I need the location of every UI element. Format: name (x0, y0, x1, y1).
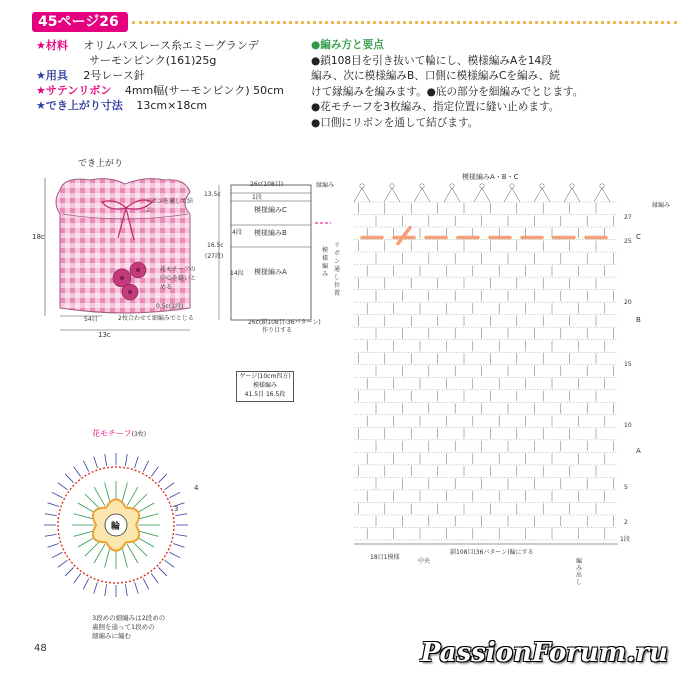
bottom-note: 2枚合わせて細編みでとじる (118, 315, 194, 322)
motif-round4-stitch (52, 492, 63, 497)
motif-round4-stitch (94, 457, 98, 468)
page-tag: 45ページ26 (32, 12, 128, 32)
motif-round4-stitch (48, 544, 59, 548)
motif-round2-stitch (73, 514, 94, 520)
motif-round4-stitch (158, 474, 166, 482)
dotted-divider (132, 21, 677, 24)
motif-round4-stitch (169, 492, 180, 497)
motif-round2-stitch (73, 531, 94, 537)
materials-list (36, 38, 306, 113)
ribbon-note: リボンを通して結ぶ (145, 198, 194, 214)
instruction-line: ●口側にリボンを通して結びます。 (311, 116, 479, 129)
size-row (36, 98, 306, 113)
motif-round2-stitch (85, 494, 101, 510)
motif-round4-stitch (135, 582, 139, 593)
instruction-line: ●花モチーフを3枚編み、指定位置に縫い止めます。 (311, 101, 560, 113)
gauge-box (236, 371, 294, 402)
instructions (311, 38, 681, 131)
motif-round2-stitch (94, 487, 105, 506)
chart-edging-fan (594, 188, 610, 202)
ribbon-value: 4mm幅(サーモンピンク) 50cm (124, 84, 284, 97)
schematic-r14: 14段 (230, 270, 244, 277)
chart-edging-fan (444, 188, 460, 202)
schematic-pattern-c: 模様編みC (254, 206, 287, 214)
star-icon: ★ (36, 84, 46, 97)
chart-edging-fan (504, 188, 520, 202)
motif-round2-stitch (132, 541, 148, 557)
material-label: 材料 (45, 39, 68, 52)
schematic-bottom: 26c(鎖108目-36パターン) (248, 319, 321, 326)
size-value: 13cm×18cm (136, 99, 208, 112)
motif-round2-stitch (122, 546, 128, 567)
gauge-title: ゲージ(10cm四方) (239, 373, 291, 380)
motif-round4-stitch (94, 582, 98, 593)
schematic-pattern-b: 模様編みB (254, 229, 287, 237)
chart-edging-fan (474, 188, 490, 202)
chart-section-a: A (636, 447, 641, 455)
motif-round2-stitch (137, 531, 158, 537)
instructions-heading: ●編み方と要点 (311, 39, 384, 51)
ribbon-label: サテンリボン (45, 84, 112, 97)
schematic-pattern-a: 模様編みA (254, 268, 287, 276)
motif-round2-stitch (105, 546, 111, 567)
height-dim: 18c (32, 233, 45, 241)
row-label: 20 (624, 299, 632, 306)
motif-round4-stitch (151, 467, 158, 477)
motif-row-3: 3 (174, 505, 179, 513)
motif-round2-stitch (137, 514, 158, 520)
row-label: 15 (624, 361, 632, 368)
schematic-h3: (27段) (205, 253, 224, 260)
chart-edging-fan (414, 188, 430, 202)
motif-round4-stitch (175, 514, 187, 516)
star-icon: ★ (36, 69, 46, 82)
row-label: 2 (624, 519, 628, 526)
ribbon-mark (398, 228, 410, 244)
watermark: PassionForum.ru (420, 638, 668, 668)
motif-note-line: 裏側を通って1段めの (92, 623, 155, 631)
instruction-line: 編み、次に模様編みB、口側に模様編みCを編み、続 (311, 70, 560, 82)
chart-edging-fan (384, 188, 400, 202)
row54: 54目 (84, 316, 98, 323)
motif-round2-stitch (85, 541, 101, 557)
tool-row (36, 68, 306, 83)
motif-round2-stitch (94, 544, 105, 563)
motif-round4-stitch (158, 567, 166, 575)
material-row (36, 38, 306, 53)
motif-round4-stitch (143, 578, 148, 589)
motif-round4-stitch (105, 454, 107, 466)
row-label: 5 (624, 484, 628, 491)
motif-round4-stitch (165, 483, 175, 490)
schematic-r1: 1段 (252, 194, 262, 201)
finished-title: でき上がり (78, 159, 124, 169)
chart-section-c: C (636, 233, 641, 241)
motif-round4-stitch (173, 544, 184, 548)
motif-round4-stitch (165, 560, 175, 567)
row-label: 10 (624, 422, 632, 429)
motif-round2-stitch (132, 494, 148, 510)
chart-start-note: 鎖108目(36パターン)輪にする (450, 549, 534, 556)
instruction-line: けて縁編みを編みます。●底の部分を細編みでとじます。 (311, 85, 584, 98)
star-icon: ★ (36, 99, 46, 112)
row-label: 1段 (620, 536, 630, 543)
chart-title: 模様編みA・B・C (462, 173, 519, 181)
motif-round4-stitch (74, 574, 81, 584)
chart-center-note: 中央 (418, 558, 431, 565)
motif-row-4: 4 (194, 484, 199, 492)
motif-round4-stitch (125, 584, 127, 596)
page-number: 48 (34, 643, 47, 654)
schematic-h1: 13.5c (204, 191, 221, 198)
star-icon: ★ (36, 39, 46, 52)
gauge-value: 41.5目 16.5段 (244, 391, 286, 398)
schematic-edging: 縁編み (316, 182, 335, 189)
motif-round2-stitch (105, 482, 111, 503)
motif-round4-stitch (58, 560, 68, 567)
motif-round4-stitch (83, 461, 88, 472)
row-note: 0.5c(1段) (156, 303, 184, 310)
schematic-h2: 16.5c (207, 242, 224, 249)
chart-repeat-note: 18目1模様 (370, 554, 400, 561)
motif-round2-stitch (127, 487, 138, 506)
motif-round4-stitch (169, 552, 180, 557)
tool-label: 用具 (45, 69, 68, 82)
tool-value: 2号レース針 (83, 69, 145, 82)
schematic-ribbon-pos: リボン通し位置 (334, 242, 341, 297)
material-value-2: サーモンピンク(161)25g (89, 54, 217, 67)
size-label: でき上がり寸法 (45, 99, 123, 112)
motif-round4-stitch (135, 457, 139, 468)
row-label: 25 (624, 238, 632, 245)
motif-round4-stitch (65, 567, 73, 575)
motif-round4-stitch (175, 534, 187, 536)
motif-title: 花モチーフ (92, 429, 132, 438)
motif-round4-stitch (125, 454, 127, 466)
chart-edging-fan (564, 188, 580, 202)
flower-motif-chart (28, 438, 218, 613)
motif-round4-stitch (48, 503, 59, 507)
motif-round2-stitch (122, 482, 128, 503)
chart-edging: 縁編み (652, 202, 671, 209)
instruction-line: ●鎖108目を引き抜いて輪にし、模様編みAを14段 (311, 54, 552, 67)
chart-edging-fan (534, 188, 550, 202)
row-label: 27 (624, 214, 632, 221)
stitch-chart (348, 180, 648, 550)
motif-round2-stitch (127, 544, 138, 563)
schematic-top: 26c(108目) (250, 181, 284, 188)
motif-round4-stitch (143, 461, 148, 472)
schematic-r4: 4段 (232, 229, 242, 236)
motif-round4-stitch (151, 574, 158, 584)
material-value: オリムパスレース糸エミーグランデ (83, 39, 259, 52)
motif-note-line: 細編みに編む (92, 632, 131, 640)
motif-round4-stitch (58, 483, 68, 490)
ribbon-row (36, 83, 306, 98)
motif-count: (3枚) (131, 431, 147, 438)
chart-section-b: B (636, 316, 641, 324)
schematic-bottom-2: 作り目する (262, 327, 293, 334)
motif-round4-stitch (83, 578, 88, 589)
chart-join-note: 編み出し (576, 558, 583, 586)
motif-round4-stitch (52, 552, 63, 557)
motif-round4-stitch (105, 584, 107, 596)
motif-center-label: 輪 (111, 522, 121, 532)
bag-schematic (205, 175, 355, 335)
chart-edging-fan (354, 188, 370, 202)
gauge-label: 模様編み (252, 382, 277, 389)
motif-note (92, 614, 165, 641)
motif-round4-stitch (45, 534, 57, 536)
motif-round4-stitch (65, 474, 73, 482)
motif-round4-stitch (74, 467, 81, 477)
motif-note-line: 3段めの細編みは2段めの (92, 614, 166, 622)
width-dim: 13c (98, 331, 111, 339)
motif-round4-stitch (45, 514, 57, 516)
motif-note: 花モチーフの中心を縫いとめる (160, 266, 197, 291)
schematic-pattern: 模様編み (322, 247, 329, 278)
